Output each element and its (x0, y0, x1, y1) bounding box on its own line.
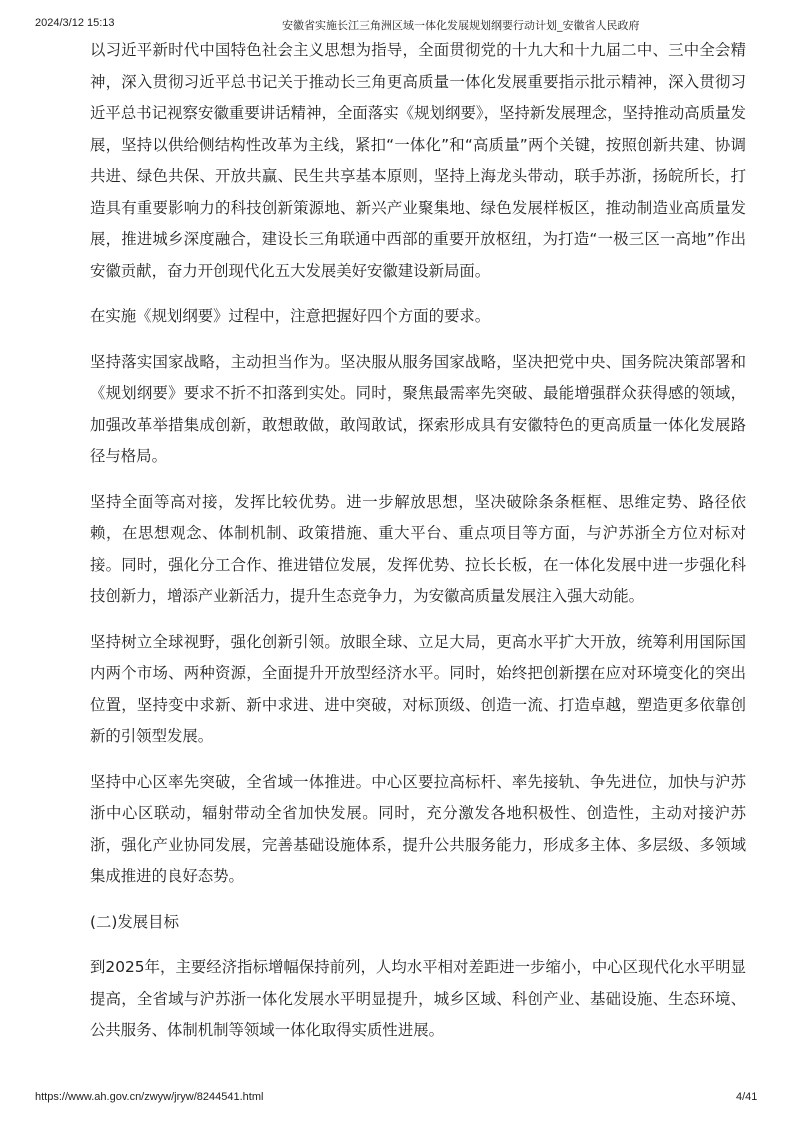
page-url: https://www.ah.gov.cn/zwyw/jryw/8244541.html (35, 1091, 264, 1103)
paragraph-2025-goals: 到2025年，主要经济指标增幅保持前列，人均水平相对差距进一步缩小，中心区现代化水平明显提高，全省域与沪苏浙一体化发展水平明显提升，城乡区域、科创产业、基础设施、生态环境、公共服务、体制机制等领域一体化取得实质性进展。 (90, 958, 746, 1039)
page-number: 4/41 (736, 1091, 758, 1103)
paragraph-global-vision: 坚持树立全球视野，强化创新引领。放眼全球、立足大局，更高水平扩大开放，统筹利用国际国内两个市场、两种资源，全面提升开放型经济水平。同时，始终把创新摆在应对环境变化的突出位置，坚持变中求新、新中求进、进中突破，对标顶级、创造一流、打造卓越，塑造更多依靠创新的引领型发展。 (90, 632, 746, 745)
article-body (90, 35, 746, 1047)
paragraph-guiding-ideology: 以习近平新时代中国特色社会主义思想为指导，全面贯彻党的十九大和十九届二中、三中全会精神，深入贯彻习近平总书记关于推动长三角更高质量一体化发展重要指示批示精神，深入贯彻习近平总书记视察安徽重要讲话精神，全面落实《规划纲要》，坚持新发展理念，坚持推动高质量发展，坚持以供给侧结构性改革为主线，紧扣“一体化”和“高质量”两个关键，按照创新共建、协调共进、绿色共保、开放共赢、民生共享基本原则，坚持上海龙头带动，联手苏浙，扬皖所长，打造具有重要影响力的科技创新策源地、新兴产业聚集地、绿色发展样板区，推动制造业高质量发展，推进城乡深度融合，建设长三角联通中西部的重要开放枢纽，为打造“一极三区一高地”作出安徽贡献，奋力开创现代化五大发展美好安徽建设新局面。 (90, 41, 746, 280)
paragraph-central-zone: 坚持中心区率先突破，全省域一体推进。中心区要拉高标杆、率先接轨、争先进位，加快与沪苏浙中心区联动，辐射带动全省加快发展。同时，充分激发各地积极性、创造性，主动对接沪苏浙，强化产业协同发展，完善基础设施体系，提升公共服务能力，形成多主体、多层级、多领域集成推进的良好态势。 (90, 772, 746, 885)
page-title: 安徽省实施长江三角洲区域一体化发展规划纲要行动计划_安徽省人民政府 (282, 19, 640, 32)
paragraph-requirements-intro: 在实施《规划纲要》过程中，注意把握好四个方面的要求。 (90, 307, 491, 325)
paragraph-benchmarking: 坚持全面等高对接，发挥比较优势。进一步解放思想，坚决破除条条框框、思维定势、路径依赖，在思想观念、体制机制、政策措施、重大平台、重点项目等方面，与沪苏浙全方位对标对接。同时，强化分工合作、推进错位发展，发挥优势、拉长长板，在一体化发展中进一步强化科技创新力，增添产业新活力，提升生态竞争力，为安徽高质量发展注入强大动能。 (90, 492, 746, 605)
print-datetime: 2024/3/12 15:13 (35, 17, 115, 29)
section-heading-goals: (二)发展目标 (90, 912, 179, 931)
paragraph-national-strategy: 坚持落实国家战略，主动担当作为。坚决服从服务国家战略，坚决把党中央、国务院决策部署和《规划纲要》要求不折不扣落到实处。同时，聚焦最需率先突破、最能增强群众获得感的领域，加强改革举措集成创新，敢想敢做，敢闯敢试，探索形成具有安徽特色的更高质量一体化发展路径与格局。 (90, 352, 746, 465)
